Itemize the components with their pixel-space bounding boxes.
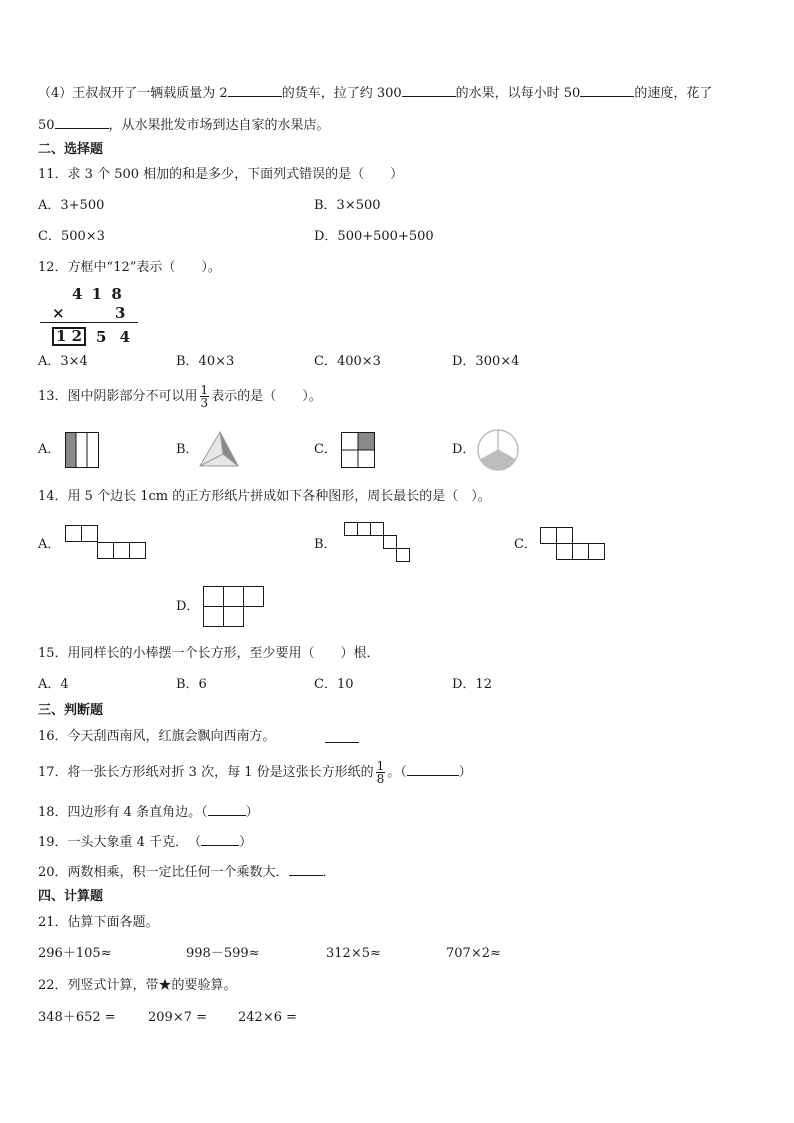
q17-close: ） (458, 765, 472, 780)
q15-option-a[interactable]: A．4 (38, 677, 69, 692)
q4-mid3: 的速度，花了 (634, 86, 713, 101)
answer-blank[interactable] (402, 84, 456, 97)
triangle-thirds-figure (198, 430, 242, 468)
q4-line1 (38, 84, 712, 102)
fraction-numerator: 1 (200, 383, 209, 397)
vertical-calc-item: 209×7 = (148, 1010, 208, 1025)
q19-close: ） (239, 835, 253, 850)
q15-option-b[interactable]: B．6 (176, 677, 207, 692)
boxed-digits: 1 2 (52, 327, 86, 346)
q14-option-a[interactable]: A． (38, 537, 61, 552)
q17-stem-before: 17．将一张长方形纸对折 3 次，每 1 份是这张长方形纸的 (38, 765, 374, 780)
q21-stem: 21．估算下面各题。 (38, 915, 159, 930)
q17-stem (38, 758, 472, 788)
q14-stem: 14．用 5 个边长 1cm 的正方形纸片拼成如下各种图形，周长最长的是（ ）。 (38, 489, 491, 504)
q4-line2 (38, 116, 330, 134)
q13-option-c[interactable]: C． (314, 442, 337, 457)
vertical-operator: × (52, 304, 65, 322)
q13-stem (38, 382, 322, 412)
q13-option-d[interactable]: D． (452, 442, 476, 457)
fraction-one-third (200, 384, 210, 409)
q4-prefix: （4）王叔叔开了一辆载质量为 2 (38, 86, 228, 101)
q12-option-c[interactable]: C．400×3 (314, 354, 381, 369)
q12-option-b[interactable]: B．40×3 (176, 354, 235, 369)
q14-option-b[interactable]: B． (314, 537, 337, 552)
q4-line2-end: ，从水果批发市场到达自家的水果店。 (108, 118, 330, 133)
section-heading: 二、选择题 (38, 142, 104, 157)
q11-option-d[interactable]: D．500+500+500 (314, 229, 434, 244)
squares-shape-c (540, 527, 610, 563)
squares-shape-a (65, 525, 149, 561)
q13-stem-before: 13．图中阴影部分不可以用 (38, 389, 198, 404)
q15-option-c[interactable]: C．10 (314, 677, 354, 692)
q12-stem: 12．方框中“12”表示（ ）。 (38, 260, 221, 275)
answer-blank[interactable] (228, 84, 282, 97)
q4-line2-start: 50 (38, 118, 55, 133)
answer-blank[interactable] (407, 763, 459, 776)
q16-stem: 16．今天刮西南风，红旗会飘向西南方。 (38, 729, 276, 744)
answer-blank[interactable] (55, 116, 109, 129)
answer-blank[interactable] (208, 803, 246, 816)
q20-text: 20．两数相乘，积一定比任何一个乘数大． (38, 865, 289, 880)
q11-option-c[interactable]: C．500×3 (38, 229, 105, 244)
q14-option-d[interactable]: D． (176, 599, 200, 614)
q12-option-d[interactable]: D．300×4 (452, 354, 520, 369)
q4-mid2: 的水果，以每小时 50 (455, 86, 581, 101)
vertical-result-rest: 5 4 (96, 328, 135, 346)
q13-stem-after: 表示的是（ ）。 (211, 389, 322, 404)
estimate-item: 312×5≈ (326, 946, 381, 961)
square-quarters-figure (341, 432, 375, 468)
q13-option-b[interactable]: B． (176, 442, 199, 457)
vertical-rule (40, 322, 138, 323)
answer-blank[interactable] (325, 730, 359, 743)
q13-option-a[interactable]: A． (38, 442, 61, 457)
vertical-top-number: 4 1 8 (72, 285, 124, 303)
vertical-calc-item: 348＋652 = (38, 1010, 116, 1025)
vertical-multiplier: 3 (115, 304, 126, 322)
q18-text: 18．四边形有 4 条直角边。（ (38, 805, 208, 820)
q15-option-d[interactable]: D．12 (452, 677, 492, 692)
q20-stem (38, 863, 336, 881)
fraction-denominator: 3 (200, 396, 209, 410)
q11-stem: 11．求 3 个 500 相加的和是多少，下面列式错误的是（ ） (38, 167, 404, 182)
estimate-item: 998－599≈ (186, 946, 260, 961)
q11-option-b[interactable]: B．3×500 (314, 198, 381, 213)
answer-blank[interactable] (201, 833, 239, 846)
fraction-one-eighth (376, 760, 386, 785)
q4-mid1: 的货车，拉了约 300 (281, 86, 402, 101)
vertical-calc-item: 242×6 = (238, 1010, 298, 1025)
q15-stem: 15．用同样长的小棒摆一个长方形，至少要用（ ）根． (38, 646, 380, 661)
q19-stem (38, 833, 252, 851)
rect-thirds-figure (65, 432, 99, 468)
answer-blank[interactable] (580, 84, 634, 97)
q12-option-a[interactable]: A．3×4 (38, 354, 88, 369)
estimate-item: 296＋105≈ (38, 946, 112, 961)
circle-thirds-figure (477, 429, 519, 471)
q14-option-c[interactable]: C． (514, 537, 537, 552)
estimate-item: 707×2≈ (446, 946, 501, 961)
q17-stem-after: 。（ (387, 765, 407, 780)
q20-end: ． (322, 865, 336, 880)
q22-stem: 22．列竖式计算，带★的要验算。 (38, 978, 237, 993)
fraction-numerator: 1 (376, 759, 385, 773)
q18-close: ） (245, 805, 259, 820)
q11-option-a[interactable]: A．3+500 (38, 198, 105, 213)
squares-shape-b (344, 522, 416, 566)
q19-text: 19．一头大象重 4 千克． （ (38, 835, 202, 850)
squares-shape-d (203, 586, 269, 628)
fraction-denominator: 8 (376, 772, 385, 786)
section-heading: 四、计算题 (38, 889, 104, 904)
section-heading: 三、判断题 (38, 703, 104, 718)
q18-stem (38, 803, 259, 821)
answer-blank[interactable] (289, 863, 323, 876)
